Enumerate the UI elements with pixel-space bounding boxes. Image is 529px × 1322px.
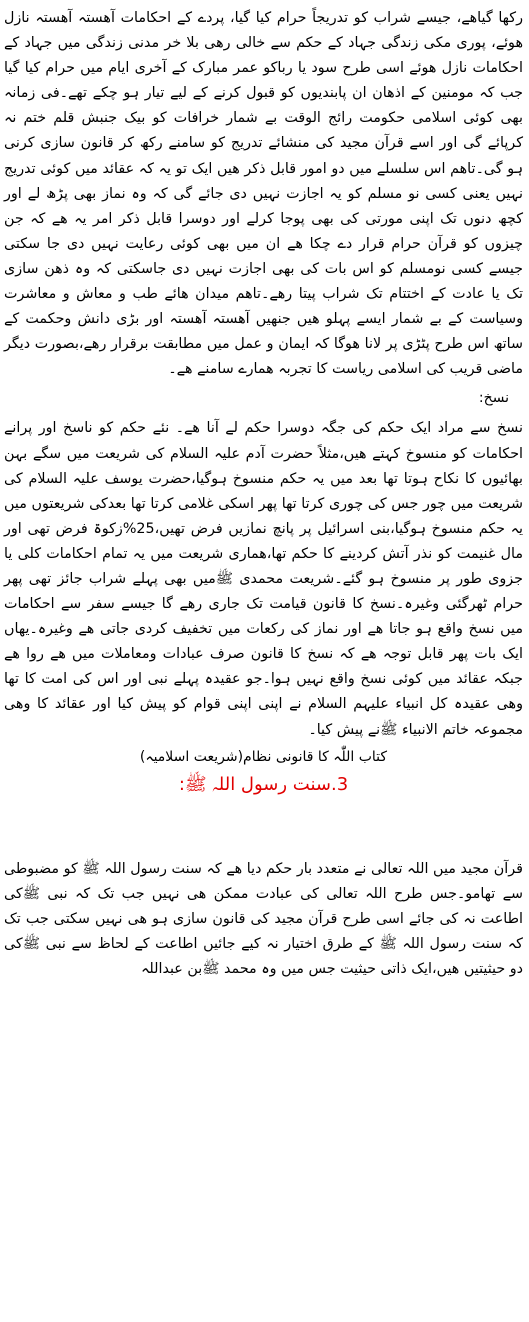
citation-reference: کتاب اللّٰہ کا قانونی نظام(شریعت اسلامیہ) (139, 748, 388, 765)
paragraph-sunnah: قرآن مجید میں اللہ تعالی نے متعدد بار حکم دیا ھے کہ سنت رسول اللہ ﷺ کو مضبوطی سے تھامو۔جس طرح اللہ تعالی کی عبادت ممکن ھی نہیں جب تک کہ نبی ﷺکی اطاعت نہ کی جائے اسی طرح قرآن مجید کی قانون سازی ہو ھی نہیں سکتی جب تک کہ سنت رسول اللہ ﷺ کے طرق اختیار نہ کیے جائیں اطاعت کے لحاظ سے نبی ﷺکی دو حیثیتیں ھیں،ایک ذاتی حیثیت جس میں وہ محمد ﷺبن عبداللہ (4, 860, 523, 977)
paragraph-abrogation: نسخ سے مراد ایک حکم کی جگہ دوسرا حکم لے آنا ھے۔ نئے حکم کو ناسخ اور پرانے احکامات کو منسوخ کہتے ھیں،مثلاً حضرت آدم علیہ السلام کی شریعت میں سگے بہن بھائیوں کا نکاح ہوتا تھا بعد میں یہ حکم منسوخ ہوگیا،حضرت یوسف علیہ السلام کی شریعت میں چور جس کی چوری کرتا تھا پھر اسکی غلامی کرتا تھا بعدکی شریعتوں میں یہ حکم منسوخ ہوگیا،بنی اسرائیل پر پانچ نمازیں فرض تھیں،25%زکوۃ فرض تھی اور مال غنیمت کو نذر آتش کردینے کا حکم تھا،ھماری شریعت میں یہ تمام احکامات کلی یا جزوی طور پر منسوخ ہو گئے۔شریعت محمدی ﷺمیں بھی پہلے شراب جائز تھی پھر حرام ٹھرگئی وغیرہ۔نسخ کا قانون قیامت تک جاری رھے گا جیسے سفر سے احکامات میں نسخ واقع ہو جاتا ھے اور نماز کی رکعات میں تخفیف کردی جاتی ھے وغیرہ۔یھاں ایک بات پھر قابل توجہ ھے کہ نسخ کا قانون صرف عبادات ومعاملات میں ھے روا ھے جبکہ عقائد میں کوئی نسخ واقع نہیں ہوا۔جو عقیدہ پہلے نبی اور اس کی امت کا تھا وھی عقیدہ کل انبیاء علیہم السلام نے اپنی اپنی قوام کو پیش کیا اور عقائد کا وھی مجموعہ خاتم الانبیاء ﷺنے پیش کیا۔ (4, 420, 523, 738)
paragraph-gradualism: رکھا گیاھے، جیسے شراب کو تدریجاً حرام کیا گیا، پردے کے احکامات آھستہ آھستہ نازل ھوئے، پوری مکی زندگی جہاد کے حکم سے خالی رھی بلا خر مدنی زندگی میں جہاد کے احکامات نازل ھوئے اسی طرح سود یا رباکو عمر مبارک کے آخری ایام میں حرام کیا گیا جب کہ مومنین کے اذھان ان پابندیوں کو قبول کرنے کے لیے تیار ہو چکے تھے۔فی زمانہ بھی کوئی اسلامی حکومت رائج الوقت بے شمار خرافات کو بیک جنبش قلم ختم نہ کرپائے گی اور اسے قرآن مجید کی منشائے تدریج کو سامنے رکھ کر قانون سازی کرنی ہو گی۔تاھم اس سلسلے میں دو امور قابل ذکر ھیں ایک تو یہ کہ عقائد میں کوئی تدریج نہیں یعنی کسی نو مسلم کو یہ اجازت نہیں دی جائے گی کہ وہ نماز بھی پڑھ لے اور کچھ دنوں تک اپنی مورتی کی بھی پوجا کرلے اور دوسرا قابل ذکر امر یہ ھے کہ جن چیزوں کو قرآن حرام قرار دے چکا ھے ان میں بھی کوئی رعایت نہیں دی جا سکتی جیسے کسی نومسلم کو اس بات کی بھی اجازت نہیں دی جاسکتی کہ وہ ذھن سازی تک یا عادت کے اختتام تک شراب پیتا رھے۔تاھم میدان ھائے طب و معاش و معاشرت وسیاست کے بے شمار ایسے پہلو ھیں جنھیں آھستہ آھستہ اور بڑی دانش وحکمت کے ساتھ اس طرح پٹڑی پر لانا ھوگا کہ ایمان و عمل میں مطابقت برقرار رھے،بصورت دیگر ماضی قریب کی اسلامی ریاست کا تجربہ ھمارے سامنے ھے۔ (4, 10, 523, 378)
section-heading-sunnah: 3.سنت رسول اللہ ﷺ: (178, 773, 349, 795)
subheading-nasakh: نسخ: (478, 390, 509, 407)
